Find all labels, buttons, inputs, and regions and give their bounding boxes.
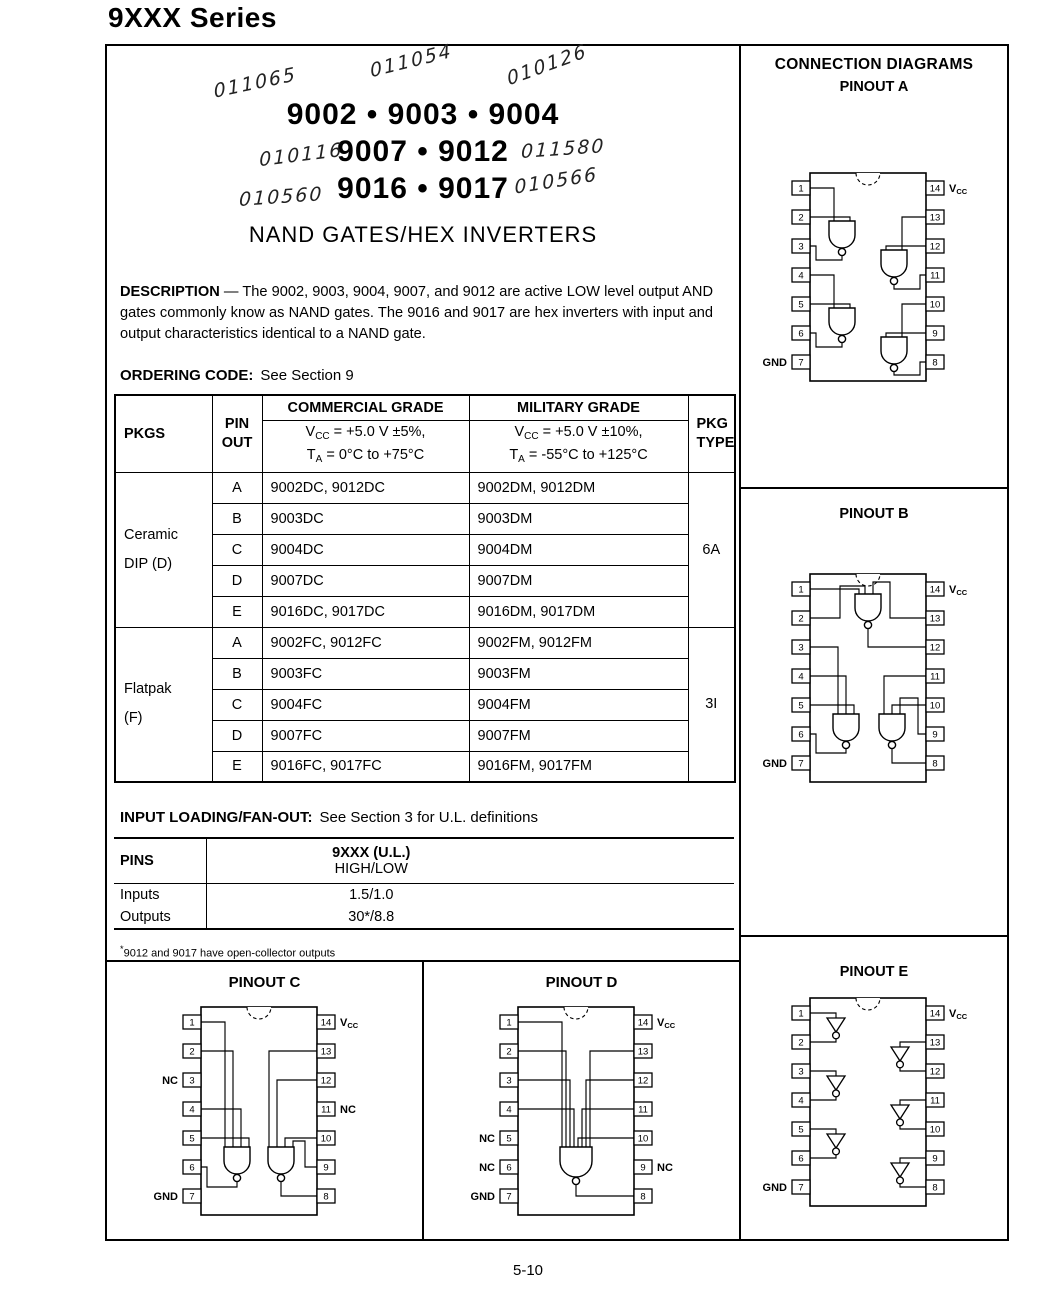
inversion-bubble <box>890 277 897 284</box>
pin-number: 11 <box>930 671 940 683</box>
pin-number: 2 <box>798 613 804 625</box>
military-cell: 9003DM <box>469 503 688 534</box>
inversion-bubble <box>233 1174 240 1181</box>
pin-number: 9 <box>322 1162 329 1174</box>
dip-diagram <box>143 997 387 1219</box>
table-row <box>115 627 735 658</box>
col-header-type: TYPE <box>696 434 735 451</box>
pkg-type-cell: 6A <box>688 472 735 627</box>
col-header-commercial: COMMERCIAL GRADE <box>262 395 469 420</box>
pinout-a-section <box>741 46 1007 489</box>
pin-type-cell: Outputs <box>114 906 206 929</box>
table-row <box>114 884 734 907</box>
col-header-out: OUT <box>221 434 253 451</box>
pin-number: 14 <box>320 1017 331 1029</box>
vcc-label: VCC <box>339 1017 358 1030</box>
pinout-cell: B <box>212 503 262 534</box>
pinout-c-panel <box>107 962 422 1239</box>
pin-number: 13 <box>637 1046 648 1058</box>
cond-text: T <box>509 447 519 463</box>
nand-gate <box>829 308 855 335</box>
col-header-pkg-type <box>688 395 735 472</box>
pin-number: 14 <box>637 1017 648 1029</box>
part-numbers-line1: 9002 • 9003 • 9004 <box>286 98 560 131</box>
cond-text: = 0°C to +75°C <box>322 447 425 463</box>
pinout-cell: E <box>212 751 262 782</box>
pin-number: 11 <box>637 1104 648 1116</box>
part-numbers-line2: 9007 • 9012 <box>337 135 509 168</box>
pkg-type-cell: 3I <box>688 627 735 782</box>
pin-number: 8 <box>932 1182 938 1194</box>
pin-number: 11 <box>320 1104 331 1116</box>
pinout-b-section <box>741 489 1007 937</box>
pin-number: 5 <box>798 1124 804 1136</box>
description-text: — The 9002, 9003, 9004, 9007, and 9012 are active LOW level output AND gates commonly know as NAND gates. The 9016 and 9017 are hex inverters with input and output characteristics identical to a NAND gate. <box>120 284 713 342</box>
inversion-bubble <box>842 741 849 748</box>
military-cell: 9007DM <box>469 565 688 596</box>
pin-number: 9 <box>932 328 938 340</box>
nand-gate <box>224 1147 250 1174</box>
pin-number: 8 <box>322 1191 329 1203</box>
pkg-group-flatpak <box>115 627 212 782</box>
pin-number: 1 <box>798 183 804 195</box>
pin-number: 8 <box>932 758 938 770</box>
input-loading-label: INPUT LOADING/FAN-OUT: <box>120 809 313 826</box>
pin-number: 6 <box>798 328 804 340</box>
ordering-code-label: ORDERING CODE: <box>120 367 254 384</box>
pinout-e-diagram <box>741 988 1007 1210</box>
dip-diagram <box>460 997 704 1219</box>
military-cell: 9004FM <box>469 689 688 720</box>
col-header-military: MILITARY GRADE <box>469 395 688 420</box>
pin-number: 2 <box>188 1046 195 1058</box>
nand-gate <box>829 221 855 248</box>
pinout-cell: D <box>212 720 262 751</box>
pin-number: 2 <box>505 1046 512 1058</box>
pinout-a-title: PINOUT A <box>839 79 909 95</box>
gnd-label: GND <box>762 357 787 369</box>
pkg-code: DIP (D) <box>124 555 173 572</box>
inversion-bubble <box>833 1032 840 1039</box>
pinout-d-diagram <box>424 997 739 1219</box>
ul-value-cell: 30*/8.8 <box>348 909 395 925</box>
pinout-c-title: PINOUT C <box>228 974 301 991</box>
military-cell: 9003FM <box>469 658 688 689</box>
pinout-cell: B <box>212 658 262 689</box>
nc-label: NC <box>339 1104 356 1116</box>
dip-diagram <box>752 564 996 786</box>
pin-number: 14 <box>929 584 941 596</box>
ul-header-line2: HIGH/LOW <box>334 861 408 877</box>
vcc-label: VCC <box>656 1017 675 1030</box>
pin-number: 5 <box>188 1133 195 1145</box>
nand-gate <box>833 714 859 741</box>
nand-gate <box>881 337 907 364</box>
cond-text: = -55°C to +125°C <box>524 447 648 463</box>
pinout-b-diagram <box>741 564 1007 786</box>
page-title: 9XXX Series <box>108 2 277 33</box>
main-box <box>105 39 1009 1241</box>
pin-number: 13 <box>320 1046 331 1058</box>
title-block <box>107 39 739 212</box>
pin-number: 3 <box>798 241 804 253</box>
col-header-pin: PIN <box>224 415 250 432</box>
input-loading-header-row <box>114 838 734 884</box>
handwritten-annotation: 011054 <box>368 39 454 83</box>
dip-body <box>810 173 926 381</box>
handwritten-annotation: 010116 <box>259 138 344 172</box>
table-row <box>114 906 734 929</box>
pinout-cell: E <box>212 596 262 627</box>
spacer-cell <box>536 838 734 884</box>
commercial-cell: 9002DC, 9012DC <box>262 472 469 503</box>
nc-label: NC <box>478 1162 495 1174</box>
col-header-pkgs: PKGS <box>115 395 212 472</box>
pin-number: 4 <box>188 1104 195 1116</box>
nand-gate <box>881 250 907 277</box>
nc-label: NC <box>656 1162 673 1174</box>
ul-header-line1: 9XXX (U.L.) <box>332 845 411 861</box>
pin-number: 10 <box>929 700 941 712</box>
description-paragraph <box>120 282 713 345</box>
spacer-cell <box>536 884 734 907</box>
dip-body <box>810 998 926 1206</box>
pin-number: 13 <box>929 613 941 625</box>
description-label: DESCRIPTION <box>120 284 220 300</box>
pkg-group-ceramic <box>115 472 212 627</box>
pin-number: 4 <box>505 1104 512 1116</box>
nand-gate <box>268 1147 294 1174</box>
pin-number: 4 <box>798 671 804 683</box>
commercial-cell: 9016DC, 9017DC <box>262 596 469 627</box>
part-numbers-line3: 9016 • 9017 <box>337 172 509 205</box>
cond-text: = +5.0 V ±10%, <box>538 424 643 440</box>
nc-label: NC <box>478 1133 495 1145</box>
military-cell: 9002FM, 9012FM <box>469 627 688 658</box>
pin-number: 14 <box>929 183 941 195</box>
pkg-name: Ceramic <box>124 526 178 543</box>
cond-sub: CC <box>524 431 539 442</box>
table-row <box>115 472 735 503</box>
gnd-label: GND <box>470 1191 495 1203</box>
input-loading-text: See Section 3 for U.L. definitions <box>319 809 538 826</box>
pin-number: 4 <box>798 1095 804 1107</box>
pin-number: 12 <box>637 1075 648 1087</box>
cond-text: V <box>305 424 316 440</box>
ul-value-cell: 1.5/1.0 <box>349 887 394 903</box>
connection-diagrams-column <box>739 46 1007 1239</box>
input-loading-table <box>114 837 734 930</box>
bottom-pinout-band <box>107 960 739 1239</box>
pinout-cell: C <box>212 689 262 720</box>
inversion-bubble <box>890 364 897 371</box>
dip-diagram <box>752 988 996 1210</box>
pin-number: 5 <box>505 1133 512 1145</box>
pin-type-cell: Inputs <box>114 884 206 907</box>
military-cell: 9016FM, 9017FM <box>469 751 688 782</box>
commercial-cell: 9016FC, 9017FC <box>262 751 469 782</box>
inversion-bubble <box>897 1177 904 1184</box>
pin-number: 6 <box>798 1153 804 1165</box>
military-cell: 9004DM <box>469 534 688 565</box>
dip-diagram <box>752 163 996 385</box>
inversion-bubble <box>572 1177 579 1184</box>
vcc-label: VCC <box>949 183 968 196</box>
cond-sub: A <box>518 454 525 465</box>
pin-number: 6 <box>798 729 804 741</box>
inversion-bubble <box>277 1174 284 1181</box>
table-header-row <box>115 395 735 420</box>
vcc-label: VCC <box>949 1008 968 1021</box>
pin-number: 7 <box>798 357 804 369</box>
commercial-cell: 9003FC <box>262 658 469 689</box>
pin-number: 3 <box>798 642 804 654</box>
connection-diagrams-title: CONNECTION DIAGRAMS <box>774 56 974 73</box>
military-cell: 9016DM, 9017DM <box>469 596 688 627</box>
gnd-label: GND <box>762 758 787 770</box>
pkg-name: Flatpak <box>124 681 172 698</box>
pinout-cell: C <box>212 534 262 565</box>
inversion-bubble <box>833 1090 840 1097</box>
pinout-e-title: PINOUT E <box>839 964 909 980</box>
pin-number: 6 <box>188 1162 195 1174</box>
inversion-bubble <box>897 1119 904 1126</box>
pin-number: 9 <box>639 1162 646 1174</box>
document-subtitle: NAND GATES/HEX INVERTERS <box>248 222 598 247</box>
footnote-text: 9012 and 9017 have open-collector outputs <box>123 947 336 960</box>
pinout-d-title: PINOUT D <box>545 974 618 991</box>
pin-number: 10 <box>320 1133 331 1145</box>
gnd-label: GND <box>762 1182 787 1194</box>
pin-number: 6 <box>505 1162 512 1174</box>
pin-number: 11 <box>930 270 940 282</box>
pin-number: 12 <box>929 241 941 253</box>
pin-number: 9 <box>932 729 938 741</box>
commercial-conditions <box>262 420 469 472</box>
handwritten-annotation: 011580 <box>520 134 606 164</box>
pinout-cell: A <box>212 627 262 658</box>
input-loading-line <box>120 809 739 826</box>
pin-number: 10 <box>929 1124 941 1136</box>
ordering-code-text: See Section 9 <box>260 367 354 384</box>
pinout-b-title: PINOUT B <box>839 506 909 522</box>
col-header-pins: PINS <box>114 838 206 884</box>
cond-sub: CC <box>315 431 330 442</box>
pin-number: 11 <box>930 1095 940 1107</box>
pin-number: 7 <box>798 1182 804 1194</box>
pin-number: 1 <box>798 1008 804 1020</box>
pin-number: 3 <box>798 1066 804 1078</box>
pin-number: 8 <box>932 357 938 369</box>
handwritten-annotation: 010560 <box>238 182 324 212</box>
pin-number: 9 <box>932 1153 938 1165</box>
commercial-cell: 9007FC <box>262 720 469 751</box>
pin-number: 2 <box>798 212 804 224</box>
pinout-cell: A <box>212 472 262 503</box>
pin-number: 7 <box>188 1191 195 1203</box>
pin-number: 10 <box>637 1133 648 1145</box>
pin-number: 5 <box>798 299 804 311</box>
cond-text: V <box>514 424 525 440</box>
pinout-a-diagram <box>741 163 1007 385</box>
pin-number: 12 <box>929 642 941 654</box>
cond-sub: A <box>315 454 323 465</box>
pinout-c-diagram <box>107 997 422 1219</box>
footnote-mark: * <box>120 944 124 954</box>
military-cell: 9007FM <box>469 720 688 751</box>
gnd-label: GND <box>153 1191 178 1203</box>
col-header-pkg: PKG <box>696 415 728 432</box>
page-number: 5-10 <box>512 1262 544 1279</box>
pin-number: 10 <box>929 299 941 311</box>
pin-number: 3 <box>505 1075 512 1087</box>
pinout-e-section <box>741 937 1007 1239</box>
pin-number: 4 <box>798 270 804 282</box>
ordering-table <box>114 394 736 783</box>
pin-number: 7 <box>798 758 804 770</box>
inversion-bubble <box>888 741 895 748</box>
inversion-bubble <box>838 248 845 255</box>
nand-gate <box>855 594 881 621</box>
col-header-ul <box>206 838 536 884</box>
pin-number: 14 <box>929 1008 941 1020</box>
pinout-d-panel <box>422 962 739 1239</box>
inversion-bubble <box>838 335 845 342</box>
pin-number: 12 <box>929 1066 941 1078</box>
cond-text: T <box>306 447 316 463</box>
pkg-code: (F) <box>124 710 143 727</box>
pin-number: 12 <box>320 1075 331 1087</box>
vcc-label: VCC <box>949 584 968 597</box>
handwritten-annotation: 011065 <box>212 63 298 103</box>
commercial-cell: 9003DC <box>262 503 469 534</box>
military-conditions <box>469 420 688 472</box>
pin-number: 7 <box>505 1191 512 1203</box>
commercial-cell: 9004DC <box>262 534 469 565</box>
handwritten-annotation: 010566 <box>513 163 599 199</box>
nand-gate <box>560 1147 592 1177</box>
pinout-cell: D <box>212 565 262 596</box>
pin-number: 1 <box>188 1017 195 1029</box>
nand-gate <box>879 714 905 741</box>
commercial-cell: 9007DC <box>262 565 469 596</box>
handwritten-annotation: 010126 <box>505 39 590 91</box>
col-header-pinout <box>212 395 262 472</box>
footnote <box>120 944 739 960</box>
main-content <box>107 39 739 1239</box>
pin-number: 13 <box>929 212 941 224</box>
pin-number: 8 <box>639 1191 646 1203</box>
pin-number: 2 <box>798 1037 804 1049</box>
pin-number: 1 <box>505 1017 512 1029</box>
pin-number: 1 <box>798 584 804 596</box>
military-cell: 9002DM, 9012DM <box>469 472 688 503</box>
spacer-cell <box>536 906 734 929</box>
ordering-code-line <box>120 367 739 384</box>
cond-text: = +5.0 V ±5%, <box>329 424 426 440</box>
nc-label: NC <box>161 1075 178 1087</box>
pin-number: 13 <box>929 1037 941 1049</box>
pin-number: 5 <box>798 700 804 712</box>
inversion-bubble <box>833 1148 840 1155</box>
inversion-bubble <box>897 1061 904 1068</box>
dip-body <box>201 1007 317 1215</box>
inversion-bubble <box>864 621 871 628</box>
pin-number: 3 <box>188 1075 195 1087</box>
commercial-cell: 9002FC, 9012FC <box>262 627 469 658</box>
commercial-cell: 9004FC <box>262 689 469 720</box>
